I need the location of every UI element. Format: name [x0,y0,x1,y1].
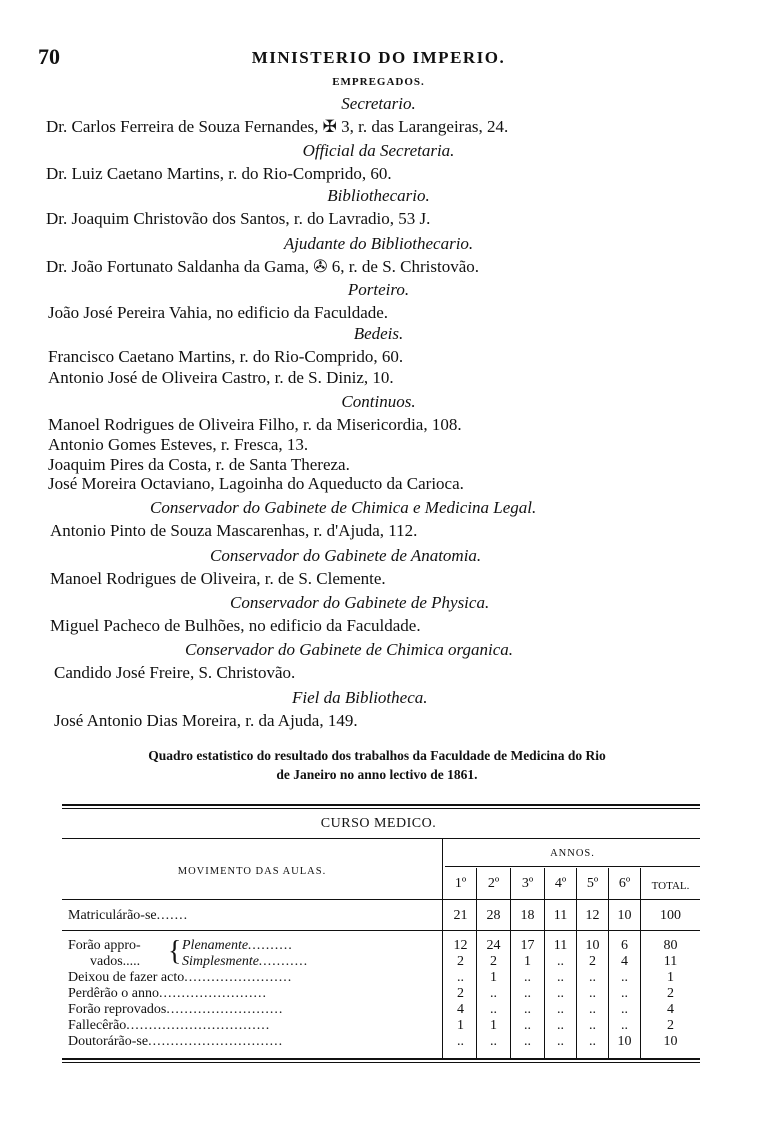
caption-line-2: de Janeiro no anno lectivo de 1861. [276,767,478,782]
row-label: Plenamente.......... [182,938,294,953]
value-cell: .. [457,970,464,985]
value-cell: 11 [553,908,568,923]
row-label: Simplesmente........... [182,954,309,969]
row-label: Matriculárão-se....... [68,908,189,923]
table-rule [62,930,700,931]
value-cell: 2 [589,954,596,969]
value-cell: 1 [524,954,531,969]
role-title: Official da Secretaria. [302,141,455,160]
value-cell: 1 [490,1018,497,1033]
column-header: 4º [554,876,567,891]
caption-line-1: Quadro estatistico do resultado dos trabalhos da Faculdade de Medicina do Rio [148,748,606,763]
value-cell: 12 [453,938,468,953]
approved-label: Forão appro- [68,938,141,953]
value-cell: .. [621,986,628,1001]
years-header: ANNOS. [550,848,595,859]
value-cell: .. [557,1018,564,1033]
approved-label-2: vados..... [90,954,141,969]
role-title: Bedeis. [353,324,404,343]
value-cell: 2 [490,954,497,969]
value-cell: .. [524,986,531,1001]
value-cell: 10 [617,908,632,923]
table-top-rule-thin [62,808,700,809]
value-cell: .. [557,970,564,985]
value-cell: .. [557,954,564,969]
total-cell: 80 [663,938,678,953]
value-cell: .. [524,970,531,985]
value-cell: 21 [453,908,468,923]
page-number: 70 [38,44,60,69]
role-title: Continuos. [341,392,416,411]
staff-entry: Dr. Joaquim Christovão dos Santos, r. do Lavradio, 53 J. [46,209,431,228]
value-cell: .. [490,986,497,1001]
statistics-caption [52,746,702,784]
value-cell: .. [557,1002,564,1017]
value-cell: 1 [490,970,497,985]
total-cell: 11 [663,954,678,969]
row-label: Fallecêrão................................ [68,1018,271,1033]
value-cell: 17 [520,938,535,953]
value-cell: .. [589,970,596,985]
staff-entry: José Antonio Dias Moreira, r. da Ajuda, 149. [54,711,358,730]
staff-entry: Miguel Pacheco de Bulhões, no edificio da Faculdade. [50,616,421,635]
total-cell: 4 [667,1002,674,1017]
staff-entry: Manoel Rodrigues de Oliveira, r. de S. Clemente. [50,569,386,588]
value-cell: .. [621,1018,628,1033]
staff-entry: Antonio José de Oliveira Castro, r. de S. Diniz, 10. [48,368,394,387]
staff-entry: Manoel Rodrigues de Oliveira Filho, r. da Misericordia, 108. [48,415,462,434]
value-cell: .. [589,1034,596,1049]
table-bottom-rule [62,1058,700,1060]
value-cell: .. [557,986,564,1001]
value-cell: 2 [457,986,464,1001]
role-title: Fiel da Bibliotheca. [292,688,428,707]
value-cell: .. [490,1002,497,1017]
value-cell: .. [524,1034,531,1049]
staff-entry: Dr. Carlos Ferreira de Souza Fernandes, ✠ 3, r. das Larangeiras, 24. [46,117,509,136]
column-rule [442,838,443,1060]
total-cell: 2 [667,1018,674,1033]
value-cell: 18 [520,908,535,923]
table-top-rule [62,804,700,806]
row-label: Deixou de fazer acto........................ [68,970,293,985]
value-cell: .. [621,970,628,985]
movement-header: MOVIMENTO DAS AULAS. [177,866,327,877]
column-header: 2º [487,876,500,891]
value-cell: 28 [486,908,501,923]
value-cell: 12 [585,908,600,923]
value-cell: 1 [457,1018,464,1033]
staff-entry: Dr. João Fortunato Saldanha da Gama, ✇ 6, r. de S. Christovão. [46,257,480,276]
value-cell: .. [589,986,596,1001]
role-title: Ajudante do Bibliothecario. [283,234,474,253]
value-cell: .. [524,1018,531,1033]
table-rule [62,899,700,900]
value-cell: .. [490,1034,497,1049]
value-cell: 4 [621,954,628,969]
table-bottom-rule-thin [62,1062,700,1063]
value-cell: .. [524,1002,531,1017]
staff-entry: Antonio Pinto de Souza Mascarenhas, r. d'Ajuda, 112. [50,521,418,540]
role-title: Conservador do Gabinete de Anatomia. [210,546,482,565]
column-header: 5º [586,876,599,891]
staff-entry: João José Pereira Vahia, no edificio da Faculdade. [48,303,389,322]
staff-entry: Candido José Freire, S. Christovão. [54,663,296,682]
role-title: Secretario. [341,94,416,113]
value-cell: 24 [486,938,501,953]
role-title: Conservador do Gabinete de Chimica e Medicina Legal. [150,498,537,517]
value-cell: 6 [621,938,628,953]
value-cell: 11 [553,938,568,953]
total-cell: 1 [667,970,674,985]
value-cell: .. [621,1002,628,1017]
value-cell: .. [589,1002,596,1017]
total-cell: 2 [667,986,674,1001]
running-title: MINISTERIO DO IMPERIO. [251,48,506,67]
staff-entry: Joaquim Pires da Costa, r. de Santa Thereza. [48,455,350,474]
row-label: Forão reprovados.......................... [68,1002,284,1017]
role-title: Conservador do Gabinete de Physica. [230,593,490,612]
staff-entry: José Moreira Octaviano, Lagoinha do Aqueducto da Carioca. [48,474,464,493]
value-cell: .. [557,1034,564,1049]
course-title: CURSO MEDICO. [320,816,437,831]
role-title: Bibliothecario. [327,186,430,205]
value-cell: .. [589,1018,596,1033]
value-cell: 10 [617,1034,632,1049]
column-header-total: TOTAL. [651,880,690,892]
row-label: Doutorárão-se.............................. [68,1034,284,1049]
value-cell: 2 [457,954,464,969]
table-rule [62,838,700,839]
value-cell: .. [457,1034,464,1049]
total-cell: 100 [660,908,681,923]
column-header: 6º [618,876,631,891]
value-cell: 10 [585,938,600,953]
total-cell: 10 [663,1034,678,1049]
staff-entry: Antonio Gomes Esteves, r. Fresca, 13. [48,435,309,454]
column-header: 1º [454,876,467,891]
value-cell: 4 [457,1002,464,1017]
row-label: Perdêrão o anno........................ [68,986,267,1001]
staff-entry: Francisco Caetano Martins, r. do Rio-Comprido, 60. [48,347,404,366]
years-rule [445,866,700,867]
role-title: Conservador do Gabinete de Chimica organica. [185,640,513,659]
role-title: Porteiro. [347,280,410,299]
brace-glyph: { [168,936,182,967]
column-header: 3º [521,876,534,891]
section-title: EMPREGADOS. [332,76,425,88]
staff-entry: Dr. Luiz Caetano Martins, r. do Rio-Comprido, 60. [46,164,392,183]
